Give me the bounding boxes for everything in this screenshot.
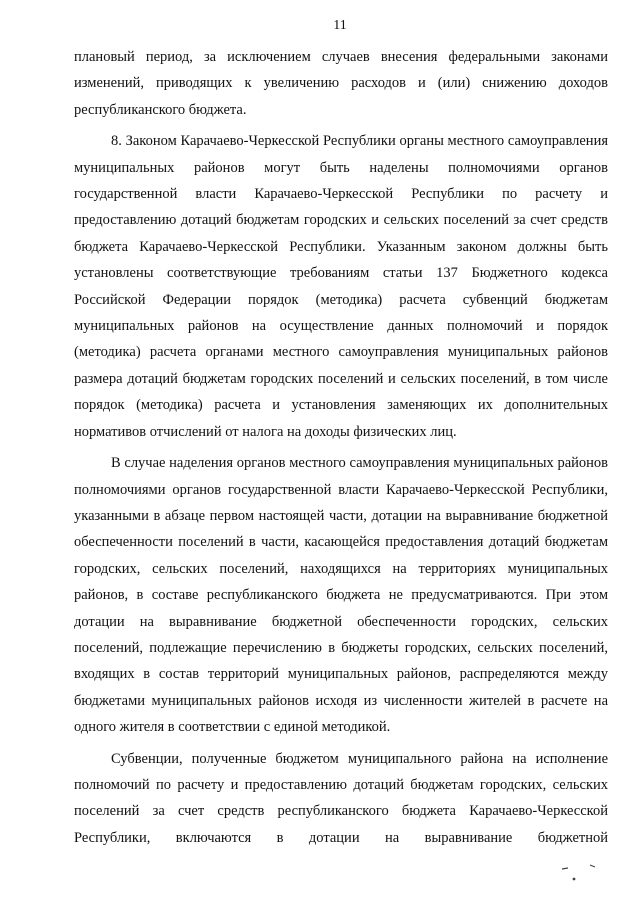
scan-marks-icon: [554, 859, 614, 889]
paragraph-continuation: плановый период, за исключением случаев внесения федеральными законами изменений, приводящих к увеличению расходов и (или) снижению доходов республиканского бюджета.: [74, 49, 608, 118]
document-body: [74, 44, 608, 851]
paragraph-item-8: 8. Законом Карачаево-Черкесской Республики органы местного самоуправления муниципальных районов могут быть наделены полномочиями органов государственной власти Карачаево-Черкесской Республики по расчету и предоставлению дотаций бюджетам городских и сельских поселений за счет средств бюджета Карачаево-Черкесской Республики. Указанным законом должны быть установлены соответствующие требованиям статьи 137 Бюджетного кодекса Российской Федерации порядок (методика) расчета субвенций бюджетам муниципальных районов на осуществление данных полномочий и порядок (методика) расчета органами местного самоуправления муниципальных районов размера дотаций бюджетам городских поселений и сельских поселений, в том числе порядок (методика) расчета и установления заменяющих их дополнительных нормативов отчислений от налога на доходы физических лиц.: [74, 133, 608, 440]
paragraph-subventions: Субвенции, полученные бюджетом муниципального района на исполнение полномочий по расчету и предоставлению дотаций бюджетам городских, сельских поселений за счет средств республиканского бюджета Карачаево-Черкесской Республики, включаются в дотации на выравнивание бюджетной: [74, 750, 608, 846]
page-number: 11: [333, 18, 347, 33]
paragraph-delegation-case: В случае наделения органов местного самоуправления муниципальных районов полномочиями органов государственной власти Карачаево-Черкесской Республики, указанными в абзаце первом настоящей части, дотации на выравнивание бюджетной обеспеченности поселений в части, касающейся предоставления дотаций бюджетам городских, сельских поселений, находящихся на территориях муниципальных районов, в составе республиканского бюджета не предусматриваются. При этом дотации на выравнивание бюджетной обеспеченности городских, сельских поселений, подлежащие перечислению в бюджеты городских, сельских поселений, входящих в состав территорий муниципальных районов, распределяются между бюджетами муниципальных районов исходя из численности жителей в расчете на одного жителя в соответствии с единой методикой.: [74, 455, 608, 736]
